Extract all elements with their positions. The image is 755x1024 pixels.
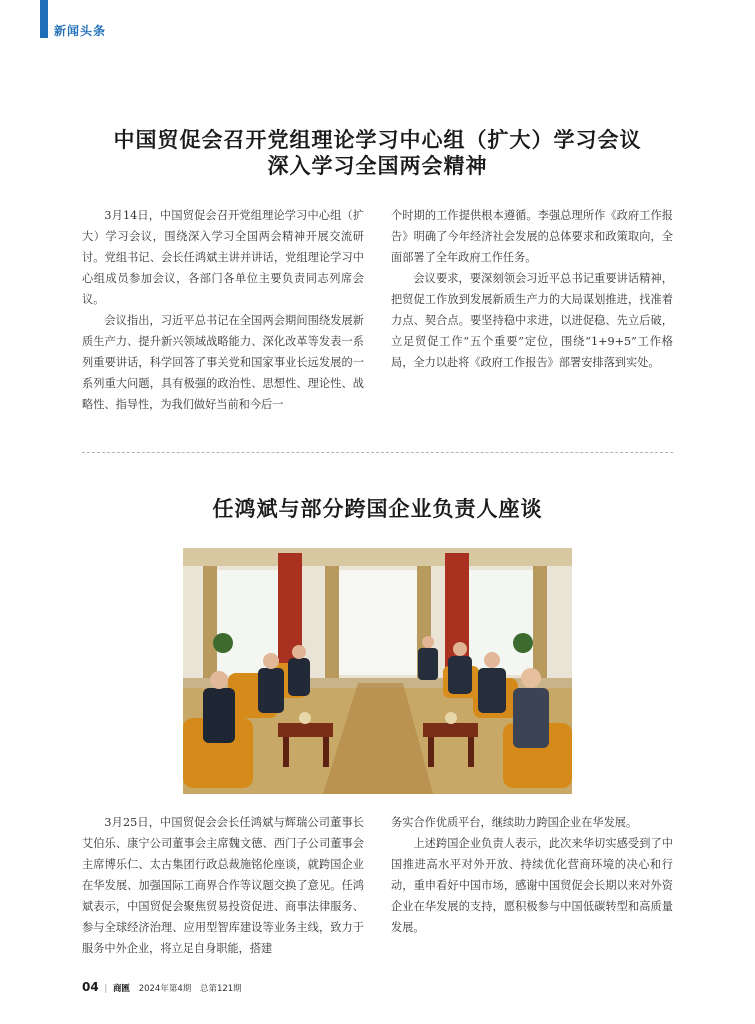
page-footer [82,980,242,994]
paragraph: 3月25日，中国贸促会会长任鸿斌与辉瑞公司董事长艾伯乐、康宁公司董事会主席魏文德、西门子公司董事会主席博乐仁、太古集团行政总裁施铭伦座谈，就跨国企业在华发展、加强国际工商界合作等议题交换了意见。任鸿斌表示，中国贸促会聚焦贸易投资促进、商事法律服务、参与全球经济治理、应用型智库建设等业务主线，致力于服务中外企业，将立足自身职能，搭建 [82,816,364,955]
article2-left-column [82,812,364,959]
meeting-photo [183,548,572,794]
paragraph: 会议指出，习近平总书记在全国两会期间围绕发展新质生产力、提升新兴领域战略能力、深化改革等发表一系列重要讲话，科学回答了事关党和国家事业长远发展的一系列重大问题，具有极强的政治性、思想性、理论性、战略性、指导性，为我们做好当前和今后一 [82,314,364,411]
article2-title: 任鸿斌与部分跨国企业负责人座谈 [212,497,543,521]
section-color-bar [40,0,48,38]
page-number: 04 [82,980,99,994]
paragraph: 个时期的工作提供根本遵循。李强总理所作《政府工作报告》明确了今年经济社会发展的总体要求和政策取向，全面部署了全年政府工作任务。 [391,209,673,264]
meeting-photo-illustration [183,548,572,794]
article1-right-column [391,205,673,373]
article2-right-column [391,812,673,938]
paragraph: 3月14日，中国贸促会召开党组理论学习中心组（扩大）学习会议，围绕深入学习全国两会精神开展交流研讨。党组书记、会长任鸿斌主讲并讲话，党组理论学习中心组成员参加会议，各部门各单位主要负责同志列席会议。 [82,209,364,306]
footer-separator: | [104,984,108,994]
section-tag: 新闻头条 [54,24,107,38]
paragraph: 会议要求，要深刻领会习近平总书记重要讲话精神，把贸促工作放到发展新质生产力的大局谋划推进，找准着力点、契合点。要坚持稳中求进，以进促稳、先立后破，立足贸促工作“五个重要”定位，围绕“1+9+5”工作格局，全力以赴将《政府工作报告》部署安排落到实处。 [391,272,673,369]
article1-title-line1: 中国贸促会召开党组理论学习中心组（扩大）学习会议 [113,128,642,152]
issue-number: 2024年第4期 [138,984,192,994]
total-issue: 总第121期 [199,984,242,994]
paragraph: 务实合作优质平台，继续助力跨国企业在华发展。 [391,816,638,829]
magazine-name: 商匯 [112,984,130,994]
article1-left-column [82,205,364,415]
paragraph: 上述跨国企业负责人表示，此次来华切实感受到了中国推进高水平对外开放、持续优化营商环境的决心和行动，重申看好中国市场，感谢中国贸促会长期以来对外资企业在华发展的支持，愿积极参与中国低碳转型和高质量发展。 [391,837,673,934]
article1-title-line2: 深入学习全国两会精神 [267,154,488,178]
article-divider [82,452,673,453]
